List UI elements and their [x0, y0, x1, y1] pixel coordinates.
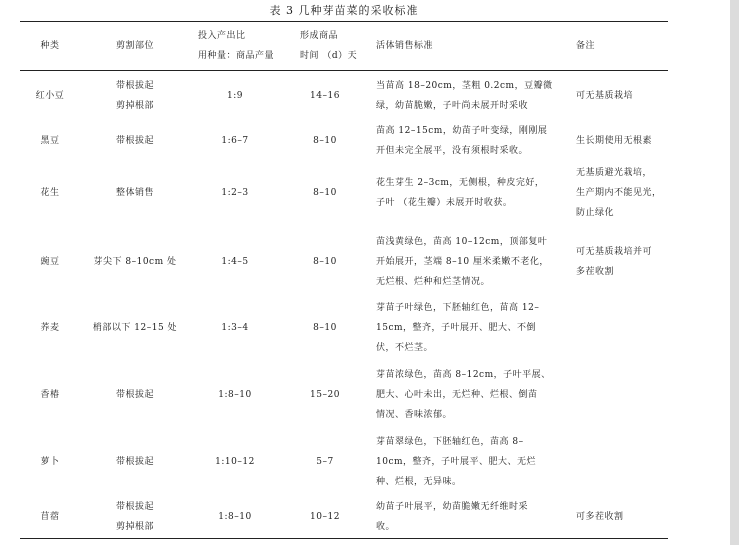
cell-days: 8–10	[313, 136, 337, 146]
cut-line: 带根拔起	[115, 81, 154, 91]
cell-ratio: 1:2–3	[221, 188, 249, 198]
header-ratio-line2: 用种量：商品产量	[198, 51, 275, 61]
cut-line: 带根拔起	[115, 502, 154, 512]
cell-ratio: 1:10–12	[215, 457, 255, 467]
cell-ratio: 1:4–5	[221, 257, 249, 267]
remark-line: 生产期内不能见光，	[576, 188, 662, 198]
cell-standard	[376, 296, 570, 360]
cell-species: 萝卜	[40, 457, 60, 467]
standard-line: 伏，不烂茎。	[376, 343, 434, 353]
cell-days: 8–10	[313, 188, 337, 198]
remark-line: 生长期使用无根素	[576, 136, 653, 146]
cell-days: 10–12	[310, 512, 340, 522]
standard-line: 无烂根、烂种和烂茎情况。	[376, 277, 491, 287]
cell-ratio: 1:6–7	[221, 136, 249, 146]
header-days-line2: 时间 （d）天	[300, 51, 358, 61]
standard-line: 15cm，整齐，子叶展开、肥大、不倒	[376, 323, 537, 333]
standard-line: 10cm，整齐，子叶展平、肥大、无烂	[376, 457, 537, 467]
cell-cut: 整体销售	[115, 188, 154, 198]
header-species: 种类	[40, 41, 60, 51]
standard-line: 绿，幼苗脆嫩，子叶尚未展开时采收	[376, 101, 529, 111]
cell-standard	[376, 74, 570, 118]
cell-ratio: 1:8–10	[218, 390, 252, 400]
cell-species: 黑豆	[40, 136, 60, 146]
scrollbar[interactable]	[730, 0, 739, 545]
cell-standard	[376, 363, 570, 427]
cell-ratio: 1:9	[227, 91, 243, 101]
cell-days: 8–10	[313, 323, 337, 333]
standard-line: 肥大、心叶未出，无烂种、烂根、倒苗	[376, 390, 538, 400]
standard-line: 花生芽生 2–3cm，无侧根，种皮完好，	[376, 178, 545, 188]
cell-ratio: 1:3–4	[221, 323, 249, 333]
cell-species: 花生	[40, 188, 60, 198]
header-ratio-line1: 投入产出比	[198, 31, 246, 41]
standard-line: 开但未完全展平，没有须根时采收。	[376, 146, 529, 156]
header-days-line1: 形成商品	[300, 31, 339, 41]
cell-species: 红小豆	[35, 91, 65, 101]
cell-standard	[376, 496, 570, 538]
cell-remark	[576, 230, 676, 294]
standard-line: 当苗高 18–20cm，茎粗 0.2cm，豆瓣微	[376, 81, 553, 91]
header-ratio	[198, 26, 274, 66]
cell-days: 5–7	[316, 457, 334, 467]
cell-ratio: 1:8–10	[218, 512, 252, 522]
cell-species: 豌豆	[40, 257, 60, 267]
remark-line: 无基质避光栽培，	[576, 168, 653, 178]
remark-line: 防止绿化	[576, 208, 615, 218]
header-bottom-rule	[20, 70, 668, 71]
remark-line: 可无基质栽培	[576, 91, 634, 101]
header-days	[300, 26, 357, 66]
cell-cut: 带根拔起	[115, 136, 154, 146]
standard-line: 芽苗浓绿色，苗高 8–12cm，子叶平展、	[376, 370, 551, 380]
cell-cut: 带根拔起	[115, 390, 154, 400]
cell-species: 荞麦	[40, 323, 60, 333]
cell-remark	[576, 120, 676, 162]
header-cut-part: 剪割部位	[115, 41, 154, 51]
standard-line: 苗高 12–15cm，幼苗子叶变绿，刚刚展	[376, 126, 548, 136]
standard-line: 情况、香味浓郁。	[376, 410, 453, 420]
cell-species: 苜蓿	[40, 512, 60, 522]
standard-line: 芽苗翠绿色，下胚轴红色，苗高 8–	[376, 437, 524, 447]
cell-standard	[376, 430, 570, 494]
cell-remark	[576, 163, 676, 223]
standard-line: 苗浅黄绿色，苗高 10–12cm，顶部复叶	[376, 237, 548, 247]
cell-cut	[80, 496, 190, 538]
table-caption: 表 3 几种芽苗菜的采收标准	[269, 4, 419, 17]
cell-species: 香椿	[40, 390, 60, 400]
standard-line: 子叶 （花生瓣）未展开时收获。	[376, 198, 513, 208]
header-standard: 活体销售标准	[376, 41, 434, 51]
cell-standard	[376, 230, 570, 294]
cut-line: 剪掉根部	[115, 522, 154, 532]
cell-standard	[376, 163, 570, 223]
remark-line: 可无基质栽培并可	[576, 247, 653, 257]
cell-days: 14–16	[310, 91, 340, 101]
remark-line: 可多茬收割	[576, 512, 624, 522]
cell-days: 15–20	[310, 390, 340, 400]
cell-days: 8–10	[313, 257, 337, 267]
cell-remark	[576, 74, 676, 118]
cell-cut	[80, 74, 190, 118]
header-remark: 备注	[576, 41, 596, 51]
cell-standard	[376, 120, 570, 162]
standard-line: 种、烂根，无异味。	[376, 477, 462, 487]
cell-cut: 带根拔起	[115, 457, 154, 467]
table-bottom-rule	[20, 538, 668, 539]
cell-cut: 芽尖下 8–10cm 处	[93, 257, 177, 267]
remark-line: 多茬收割	[576, 267, 615, 277]
cut-line: 剪掉根部	[115, 101, 154, 111]
standard-line: 芽苗子叶绿色，下胚轴红色，苗高 12–	[376, 303, 540, 313]
standard-line: 收。	[376, 522, 396, 532]
cell-remark	[576, 496, 676, 538]
standard-line: 幼苗子叶展平，幼苗脆嫩无纤维时采	[376, 502, 529, 512]
cell-cut: 梢部以下 12–15 处	[92, 323, 178, 333]
standard-line: 开始展开，茎端 8–10 厘米柔嫩不老化，	[376, 257, 549, 267]
